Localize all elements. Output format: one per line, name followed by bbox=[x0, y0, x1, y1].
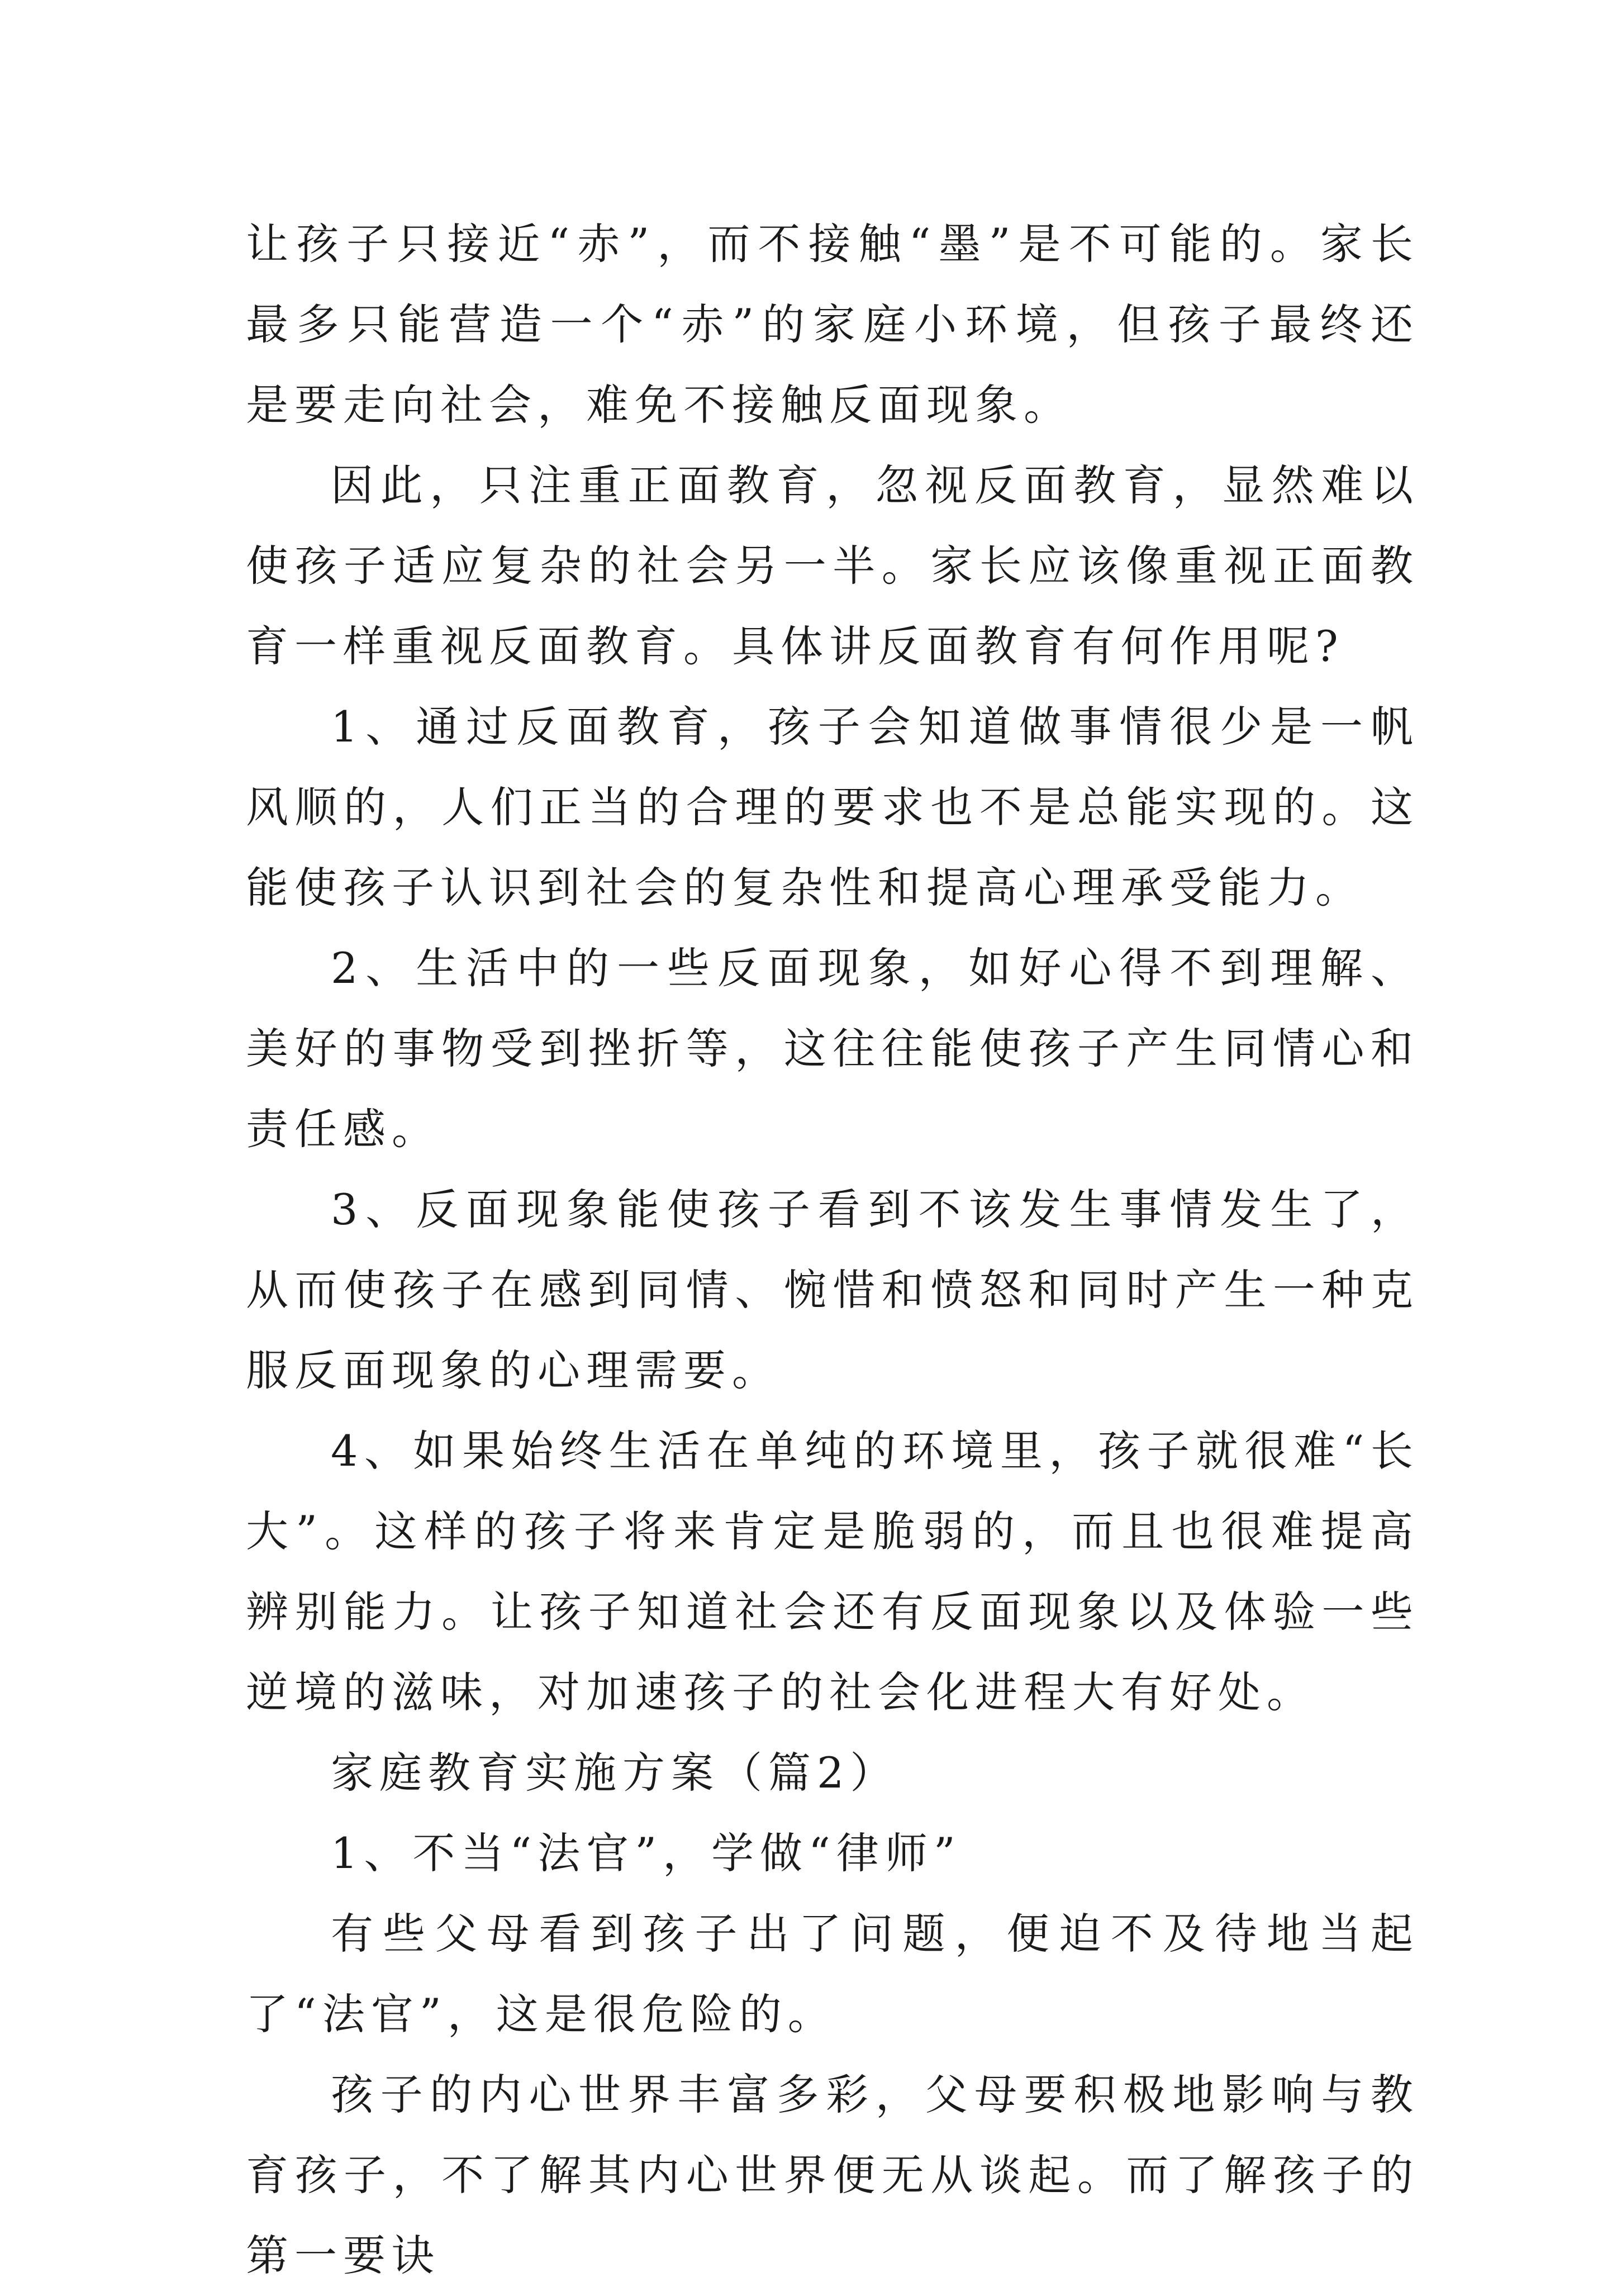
section-heading: 家庭教育实施方案（篇2） bbox=[331, 1748, 899, 1798]
paragraph-continuation: 让孩子只接近“赤”，而不接触“墨”是不可能的。家长最多只能营造一个“赤”的家庭小环境，但孩子最终还是要走向社会，难免不接触反面现象。 bbox=[246, 219, 1419, 430]
paragraph-reverse-education-intro: 因此，只注重正面教育，忽视反面教育，显然难以使孩子适应复杂的社会另一半。家长应该像重视正面教育一样重视反面教育。具体讲反面教育有何作用呢? bbox=[246, 460, 1419, 671]
paragraph-inner-world: 孩子的内心世界丰富多彩，父母要积极地影响与教育孩子，不了解其内心世界便无从谈起。而了解孩子的第一要诀 bbox=[246, 2070, 1419, 2280]
paragraph-judge-warning: 有些父母看到孩子出了问题，便迫不及待地当起了“法官”，这是很危险的。 bbox=[246, 1909, 1419, 2039]
paragraph-point-2: 2、生活中的一些反面现象，如好心得不到理解、美好的事物受到挫折等，这往往能使孩子产生同情心和责任感。 bbox=[246, 943, 1419, 1154]
paragraph-point-4: 4、如果始终生活在单纯的环境里，孩子就很难“长大”。这样的孩子将来肯定是脆弱的，而且也很难提高辨别能力。让孩子知道社会还有反面现象以及体验一些逆境的滋味，对加速孩子的社会化进程大有好处。 bbox=[246, 1426, 1419, 1717]
subheading-point-1: 1、不当“法官”，学做“律师” bbox=[331, 1828, 962, 1878]
paragraph-point-1: 1、通过反面教育，孩子会知道做事情很少是一帆风顺的，人们正当的合理的要求也不是总能实现的。这能使孩子认识到社会的复杂性和提高心理承受能力。 bbox=[246, 702, 1419, 912]
document-body bbox=[246, 204, 1419, 2296]
paragraph-point-3: 3、反面现象能使孩子看到不该发生事情发生了，从而使孩子在感到同情、惋惜和愤怒和同时产生一种克服反面现象的心理需要。 bbox=[246, 1185, 1419, 1395]
